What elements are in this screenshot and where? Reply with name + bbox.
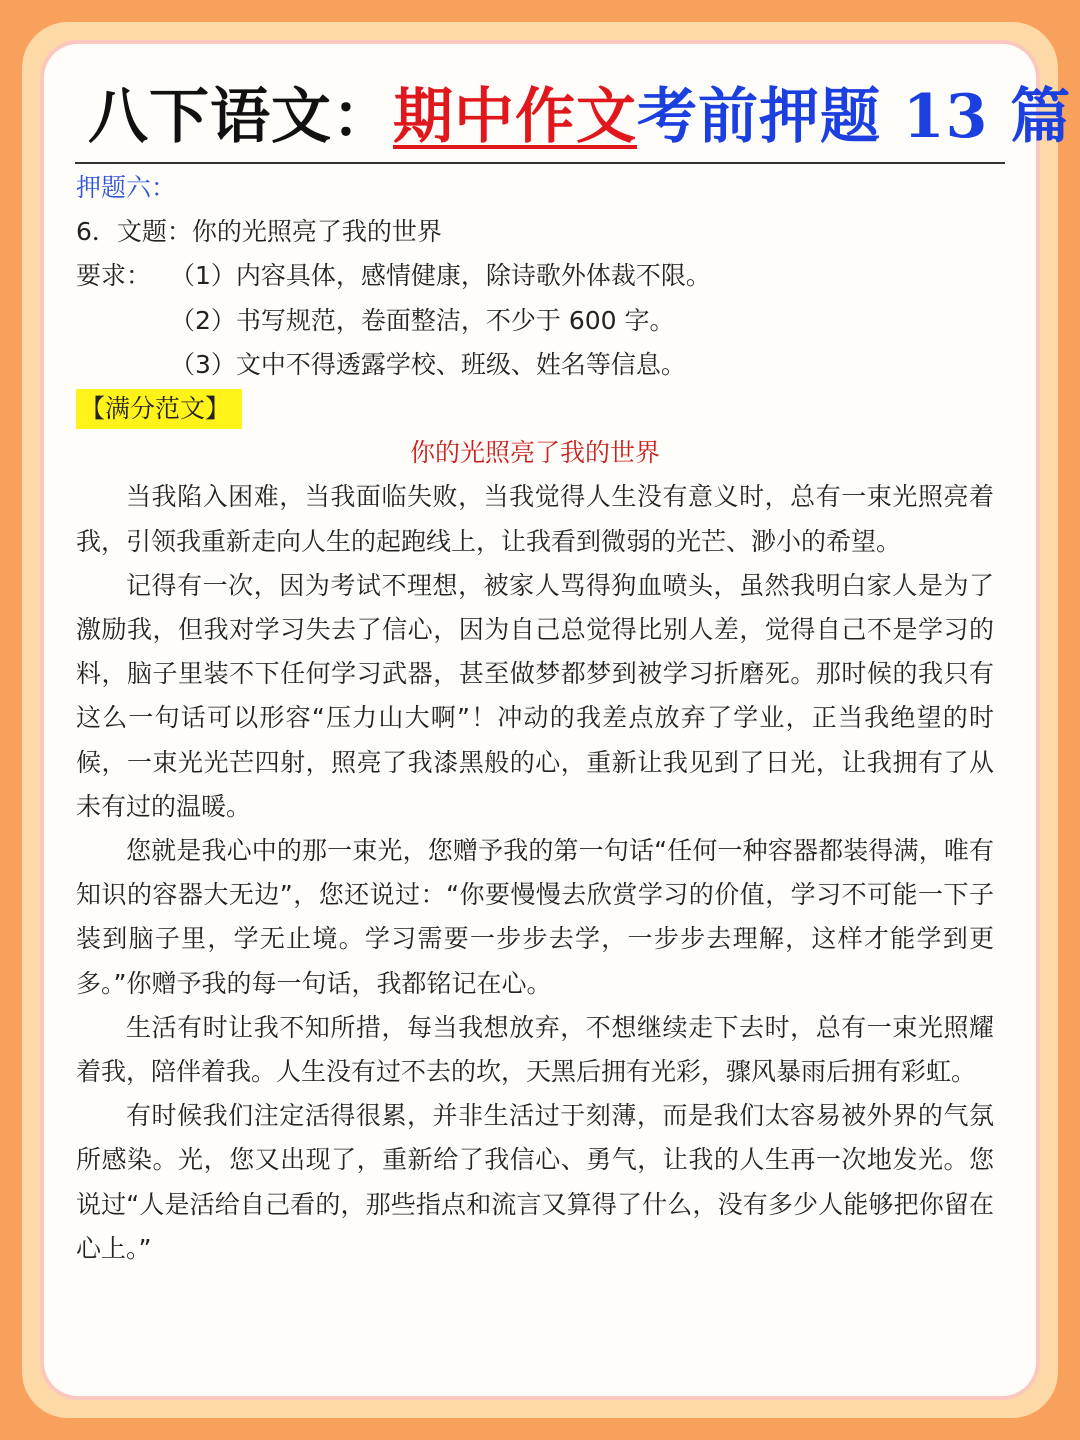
requirement-row: [76, 254, 994, 298]
requirement-label: 要求：: [76, 261, 152, 291]
requirement-item: （2）书写规范，卷面整洁，不少于 600 字。: [170, 305, 675, 335]
requirement-item: （3）文中不得透露学校、班级、姓名等信息。: [170, 349, 686, 379]
essay-paragraph: 记得有一次，因为考试不理想，被家人骂得狗血喷头，虽然我明白家人是为了激励我，但我对学习失去了信心，因为自己总觉得比别人差，觉得自己不是学习的料，脑子里装不下任何学习武器，甚至做梦都梦到被学习折磨死。那时候的我只有这么一句话可以形容“压力山大啊”！冲动的我差点放弃了学业，正当我绝望的时候，一束光光芒四射，照亮了我漆黑般的心，重新让我见到了日光，让我拥有了从未有过的温暖。: [76, 570, 994, 821]
essay-paragraph: 生活有时让我不知所措，每当我想放弃，不想继续走下去时，总有一束光照耀着我，陪伴着我。人生没有过不去的坎，天黑后拥有光彩，骤风暴雨后拥有彩虹。: [76, 1012, 994, 1087]
model-essay-badge: 【满分范文】: [76, 389, 242, 429]
prompt-label: 押题六：: [76, 173, 177, 202]
title-divider: [75, 162, 1005, 164]
title-subject: 八下语文：: [88, 82, 393, 152]
essay-paragraph: 当我陷入困难，当我面临失败，当我觉得人生没有意义时，总有一束光照亮着我，引领我重新走向人生的起跑线上，让我看到微弱的光芒、渺小的希望。: [76, 482, 994, 556]
essay-title: 你的光照亮了我的世界: [409, 438, 660, 468]
document-body: [76, 166, 994, 1271]
essay-paragraph: 您就是我心中的那一束光，您赠予我的第一句话“任何一种容器都装得满，唯有知识的容器大无边”，您还说过：“你要慢慢去欣赏学习的价值，学习不可能一下子装到脑子里，学无止境。学习需要一步步去学，一步步去理解，这样才能学到更多。”你赠予我的每一句话，我都铭记在心。: [76, 836, 994, 998]
prompt-topic: 6．文题：你的光照亮了我的世界: [76, 217, 442, 247]
requirement-item: （1）内容具体，感情健康，除诗歌外体裁不限。: [170, 261, 711, 291]
title-suffix: 考前押题 13 篇: [637, 82, 1072, 152]
title-highlight: 期中作文: [393, 82, 637, 152]
essay-paragraph: 有时候我们注定活得很累，并非生活过于刻薄，而是我们太容易被外界的气氛所感染。光，您又出现了，重新给了我信心、勇气，让我的人生再一次地发光。您说过“人是活给自己看的，那些指点和流言又算得了什么，没有多少人能够把你留在心上。”: [76, 1101, 994, 1263]
page-title: [88, 78, 1072, 156]
